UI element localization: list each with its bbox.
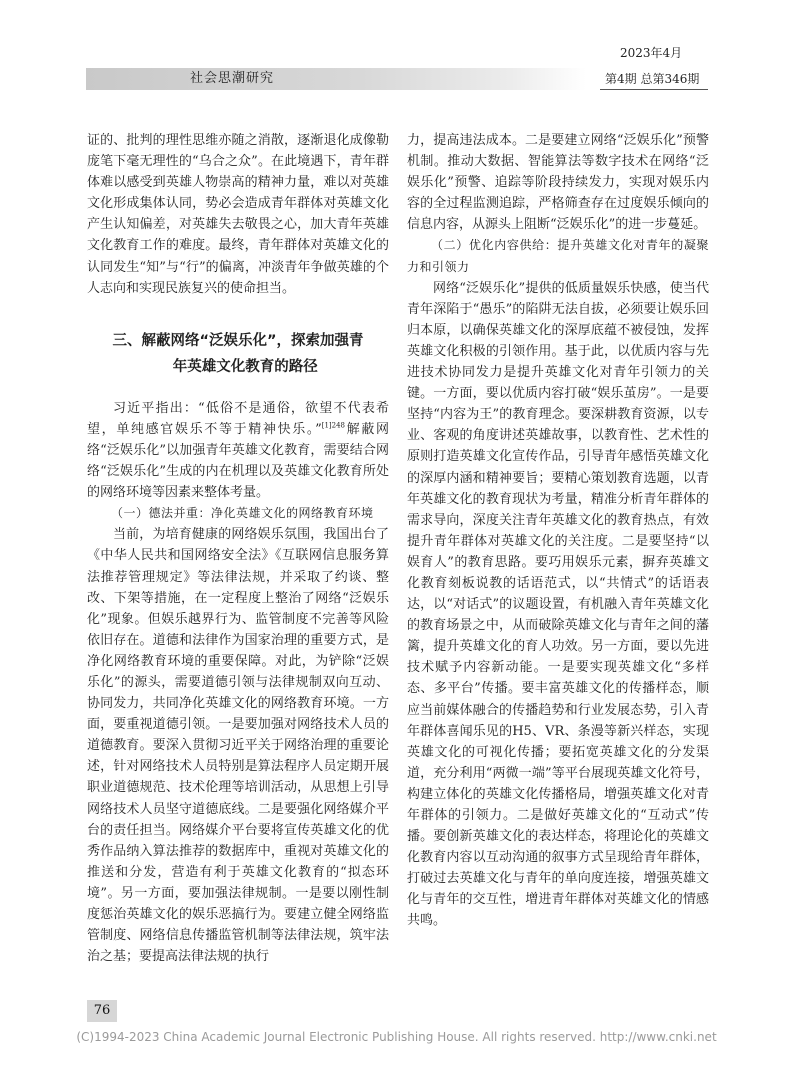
header-rule bbox=[600, 89, 708, 90]
paragraph-left-3: 当前，为培育健康的网络娱乐氛围，我国出台了《中华人民共和国网络安全法》《互联网信息服务算法推荐管理规定》等法律法规，并采取了约谈、整改、下架等措施，在一定程度上整治了网络“泛娱乐化”现象。但娱乐越界行为、监管制度不完善等风险依旧存在。道德和法律作为国家治理的重要方式，是净化网络教育环境的重要保障。对此，为铲除“泛娱乐化”的源头，需要道德引领与法律规制双向互动、协同发力，共同净化英雄文化的网络教育环境。一方面，要重视道德引领。一是要加强对网络技术人员的道德教育。要深入贯彻习近平关于网络治理的重要论述，针对网络技术人员特别是算法程序人员定期开展职业道德规范、技术伦理等培训活动，从思想上引导网络技术人员坚守道德底线。二是要强化网络媒介平台的责任担当。网络媒介平台要将宣传英雄文化的优秀作品纳入算法推荐的数据库中，重视对英雄文化的推送和分发，营造有利于英雄文化教育的“拟态环境”。另一方面，要加强法律规制。一是要以刚性制度惩治英雄文化的娱乐恶搞行为。要建立健全网络监管制度、网络信息传播监管机制等法律法规，筑牢法治之基；要提高法律法规的执行 bbox=[87, 527, 389, 965]
header-band bbox=[86, 68, 586, 90]
paragraph-right-2: 网络“泛娱乐化”提供的低质量娱乐快感，使当代青年深陷于“愚乐”的陷阱无法自拔，必须要让娱乐回归本原，以确保英雄文化的深厚底蕴不被侵蚀，发挥英雄文化积极的引领作用。基于此，以优质内容与先进技术协同发力是提升英雄文化对青年引领力的关键。一方面，要以优质内容打破“娱乐茧房”。一是要坚持“内容为王”的教育理念。要深耕教育资源，以专业、客观的角度讲述英雄故事，以教育性、艺术性的原则打造英雄文化宣传作品，引导青年感悟英雄文化的深厚内涵和精神要旨；要精心策划教育选题，以青年英雄文化的教育现状为考量，精准分析青年群体的需求导向，深度关注青年英雄文化的教育热点，有效提升青年群体对英雄文化的关注度。二是要坚持“以娱育人”的教育思路。要巧用娱乐元素，摒弃英雄文化教育刻板说教的话语范式，以“共情式”的话语表达，以“对话式”的议题设置，有机融入青年英雄文化的教育场景之中，从而破除英雄文化与青年之间的藩篱，提升英雄文化的育人功效。另一方面，要以先进技术赋予内容新动能。一是要实现英雄文化“多样态、多平台”传播。要丰富英雄文化的传播样态，顺应当前媒体融合的传播趋势和行业发展态势，引入青年群体喜闻乐见的H5、VR、条漫等新兴样态，实现英雄文化的可视化传播；要拓宽英雄文化的分发渠道，充分利用“两微一端”等平台展现英雄文化符号，构建立体化的英雄文化传播格局，增强英雄文化对青年群体的引领力。二是做好英雄文化的“互动式”传播。要创新英雄文化的表达样态，将理论化的英雄文化教育内容以互动沟通的叙事方式呈现给青年群体，打破过去英雄文化与青年的单向度连接，增强英雄文化与青年的交互性，增进青年群体对英雄文化的情感共鸣。 bbox=[407, 280, 709, 929]
section-heading bbox=[87, 328, 389, 380]
journal-name: 社会思潮研究 bbox=[190, 71, 275, 86]
issue-date: 2023年4月 bbox=[620, 46, 683, 60]
issue-number: 第4期 总第346期 bbox=[605, 72, 700, 86]
left-column bbox=[87, 130, 389, 967]
quote-followup: 解蔽网络“泛娱乐化”以加强青年英雄文化教育，需要结合网络“泛娱乐化”生成的内在机理以及英雄文化教育所处的网络环境等因素来整体考量。 bbox=[87, 421, 389, 501]
section-heading-line-2: 年英雄文化教育的路径 bbox=[172, 358, 318, 375]
subsection-heading-2: （二）优化内容供给：提升英雄文化对青年的凝聚力和引领力 bbox=[407, 238, 709, 274]
right-column bbox=[407, 130, 709, 932]
paragraph-right-1: 力，提高违法成本。二是要建立网络“泛娱乐化”预警机制。推动大数据、智能算法等数字技术在网络“泛娱乐化”预警、追踪等阶段持续发力，实现对娱乐内容的全过程监测追踪，严格筛查存在过度娱乐倾向的信息内容，从源头上阻断“泛娱乐化”的进一步蔓延。 bbox=[407, 133, 709, 233]
citation-ref: [1]248 bbox=[321, 421, 345, 430]
paragraph-left-2 bbox=[87, 398, 389, 503]
section-heading-line-1: 三、解蔽网络“泛娱乐化”，探索加强青 bbox=[112, 332, 364, 349]
copyright-footer: (C)1994-2023 China Academic Journal Electronic Publishing House. All rights reserved. http://www.cnki.net bbox=[76, 1030, 717, 1044]
subsection-heading-1: （一）德法并重：净化英雄文化的网络教育环境 bbox=[111, 506, 374, 521]
page-number: 76 bbox=[87, 1000, 117, 1022]
paragraph-left-1: 证的、批判的理性思维亦随之消散，逐渐退化成像勒庞笔下毫无理性的“乌合之众”。在此境遇下，青年群体难以感受到英雄人物崇高的精神力量，难以对英雄文化形成集体认同，势必会造成青年群体对英雄文化产生认知偏差，对英雄失去敬畏之心，加大青年英雄文化教育工作的难度。最终，青年群体对英雄文化的认同发生“知”与“行”的偏离，冲淡青年争做英雄的个人志向和实现民族复兴的使命担当。 bbox=[87, 133, 389, 296]
quote-text: 习近平指出：“低俗不是通俗，欲望不代表希望，单纯感官娱乐不等于精神快乐。” bbox=[87, 400, 389, 437]
